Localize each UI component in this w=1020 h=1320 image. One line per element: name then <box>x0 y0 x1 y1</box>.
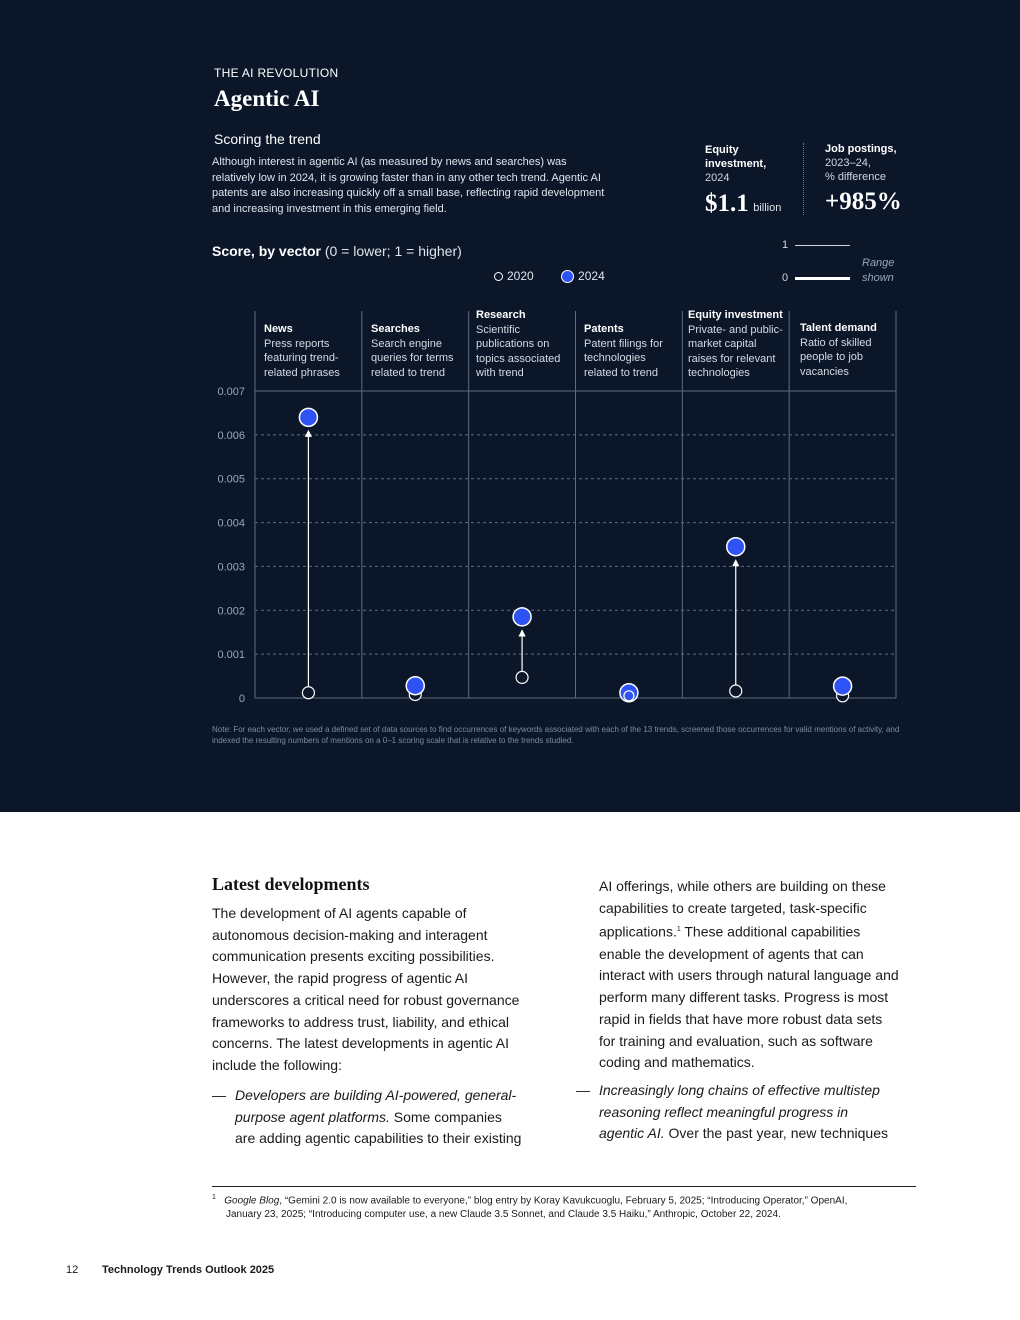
intro-text: Although interest in agentic AI (as measured by news and searches) was relatively low in 2024, it is growing faster than in any other tech trend. Agentic AI patents are also increasing quickly off a small base, reflecting rapid development and increasing investment in this emerging field. <box>212 156 605 215</box>
vector-desc-line: topics associated <box>476 352 561 365</box>
section-title: Latest developments <box>212 874 370 894</box>
point-2020 <box>302 687 314 699</box>
chart-note: Note: For each vector, we used a defined set of data sources to find occurrences of keywords associated with each of the 13 trends, screened those occurrences for valid mentions of activity, and indexed the resulting numbers of mentions on a 0–1 scoring scale that is relative to the trends studied. <box>212 725 900 745</box>
range-label-line1: Range <box>862 257 895 269</box>
paragraph-line: However, the rapid progress of agentic AI <box>212 970 469 987</box>
jobs-value: +985% <box>825 188 902 215</box>
footnote-reference[interactable]: 1 <box>676 926 681 934</box>
bullet-item-1 <box>235 1085 555 1150</box>
paragraph-line: perform many different tasks. Progress is most <box>599 989 889 1006</box>
paragraph-line: interact with users through natural language and <box>599 967 899 984</box>
y-tick-label: 0.006 <box>217 429 245 442</box>
paragraph-line: capabilities to create targeted, task-specific <box>599 899 867 916</box>
footnote <box>212 1191 916 1222</box>
point-2024 <box>406 677 424 695</box>
y-tick-label: 0.007 <box>217 386 245 398</box>
paragraph-line: include the following: <box>212 1056 342 1073</box>
point-2024 <box>620 684 638 702</box>
paragraph-line: frameworks to address trust, liability, and ethical <box>212 1013 509 1030</box>
paragraph-line: The development of AI agents capable of <box>212 905 467 921</box>
legend-2020-label: 2020 <box>507 269 534 283</box>
vector-desc-line: related to trend <box>371 366 445 379</box>
bullet-dash: — <box>576 1082 590 1098</box>
point-2024 <box>299 408 317 426</box>
vector-desc-line: Scientific <box>476 323 521 336</box>
left-paragraph <box>212 903 552 1077</box>
equity-value: $1.1 <box>705 190 749 217</box>
vector-name: Talent demand <box>800 322 877 334</box>
bullet-lead: Developers are building AI-powered, general- <box>235 1087 517 1103</box>
y-tick-label: 0 <box>238 693 245 705</box>
paragraph-line: coding and mathematics. <box>599 1054 755 1071</box>
vector-desc-line: with trend <box>476 367 524 379</box>
vector-desc-line: market capital <box>688 338 757 350</box>
vector-desc-line: technologies <box>688 367 750 379</box>
page-title: Agentic AI <box>214 86 320 111</box>
range-bottom-label: 0 <box>782 272 789 284</box>
right-paragraph <box>599 876 929 1074</box>
paragraph-line: These additional capabilities <box>680 924 861 941</box>
vector-desc-line: people to job <box>800 351 863 363</box>
footnote-text: January 23, 2025; “Introducing computer use, a new Claude 3.5 Sonnet, and Claude 3.5 Haiku,” Anthropic, October 22, 2024. <box>226 1209 781 1221</box>
bullet-text: are adding agentic capabilities to their existing <box>235 1130 522 1147</box>
bullet-item-2 <box>599 1080 919 1145</box>
range-label-line2: shown <box>862 272 894 284</box>
range-top-label: 1 <box>782 239 789 251</box>
point-2024 <box>834 677 852 695</box>
kicker: THE AI REVOLUTION <box>214 66 339 80</box>
vector-desc-line: vacancies <box>800 365 849 378</box>
bullet-lead: agentic AI. <box>599 1125 665 1142</box>
paragraph-line: autonomous decision-making and interagent <box>212 926 488 943</box>
chart-title-scale: (0 = lower; 1 = higher) <box>324 243 462 259</box>
y-tick-label: 0.005 <box>217 473 245 486</box>
paragraph-line: underscores a critical need for robust governance <box>212 991 520 1008</box>
bullet-lead: Increasingly long chains of effective multistep <box>599 1082 880 1098</box>
footnote-divider <box>212 1186 916 1187</box>
paragraph-line: communication presents exciting possibilities. <box>212 948 495 965</box>
vector-desc-line: Private- and public- <box>688 323 783 336</box>
paragraph-line: AI offerings, while others are building on these <box>599 878 886 894</box>
chart-title-bold: Score, by vector <box>212 243 321 259</box>
publication-title: Technology Trends Outlook 2025 <box>102 1264 275 1276</box>
equity-label-year: 2024 <box>705 172 730 184</box>
vector-desc-line: featuring trend- <box>264 352 339 364</box>
bullet-dash: — <box>212 1087 226 1103</box>
footnote-source: Google Blog <box>224 1195 280 1207</box>
page-number: 12 <box>66 1264 79 1276</box>
jobs-label-years: 2023–24, <box>825 157 871 169</box>
footnote-text: , “Gemini 2.0 is now available to everyone,” blog entry by Koray Kavukcuoglu, February 5, 2025; “Introducing Operator,” OpenAI, <box>279 1195 848 1207</box>
equity-label-bold: Equity investment, <box>705 144 767 170</box>
vector-name: Research <box>476 309 526 321</box>
vector-desc-line: Ratio of skilled <box>800 336 872 349</box>
legend-2024-label: 2024 <box>578 269 605 283</box>
footnote-number: 1 <box>212 1194 216 1201</box>
bullet-text: Over the past year, new techniques <box>664 1125 888 1142</box>
vector-desc-line: raises for relevant <box>688 352 776 365</box>
paragraph-line: applications. <box>599 924 677 941</box>
vector-name: Patents <box>584 323 624 335</box>
y-tick-label: 0.002 <box>217 605 245 618</box>
y-tick-label: 0.004 <box>217 517 245 530</box>
point-2020 <box>516 671 528 683</box>
vector-name: News <box>264 323 293 335</box>
vector-desc-line: queries for terms <box>371 352 454 364</box>
paragraph-line: for training and evaluation, such as software <box>599 1032 873 1049</box>
y-tick-label: 0.001 <box>217 649 245 662</box>
bullet-lead: purpose agent platforms. <box>235 1108 390 1125</box>
bullet-lead: reasoning reflect meaningful progress in <box>599 1103 849 1120</box>
jobs-label-metric: % difference <box>825 171 886 183</box>
vector-desc-line: publications on <box>476 338 550 350</box>
paragraph-line: rapid in fields that have more robust data sets <box>599 1010 883 1027</box>
y-tick-label: 0.003 <box>217 561 245 574</box>
section-subtitle: Scoring the trend <box>214 131 321 147</box>
vector-name: Searches <box>371 323 420 335</box>
vector-desc-line: Search engine <box>371 337 442 350</box>
vector-desc-line: related to trend <box>584 366 658 379</box>
vector-name: Equity investment <box>688 309 783 321</box>
vector-desc-line: Patent filings for <box>584 337 663 350</box>
point-2024 <box>513 608 531 626</box>
vector-desc-line: technologies <box>584 352 646 364</box>
vector-desc-line: Press reports <box>264 337 330 350</box>
vector-desc-line: related phrases <box>264 366 340 379</box>
jobs-label-bold: Job postings, <box>825 143 897 155</box>
equity-unit: billion <box>753 202 782 214</box>
paragraph-line: enable the development of agents that can <box>599 945 864 962</box>
point-2024 <box>727 538 745 556</box>
point-2020 <box>730 685 742 697</box>
paragraph-line: concerns. The latest developments in agentic AI <box>212 1035 510 1052</box>
bullet-text: Some companies <box>389 1108 502 1125</box>
